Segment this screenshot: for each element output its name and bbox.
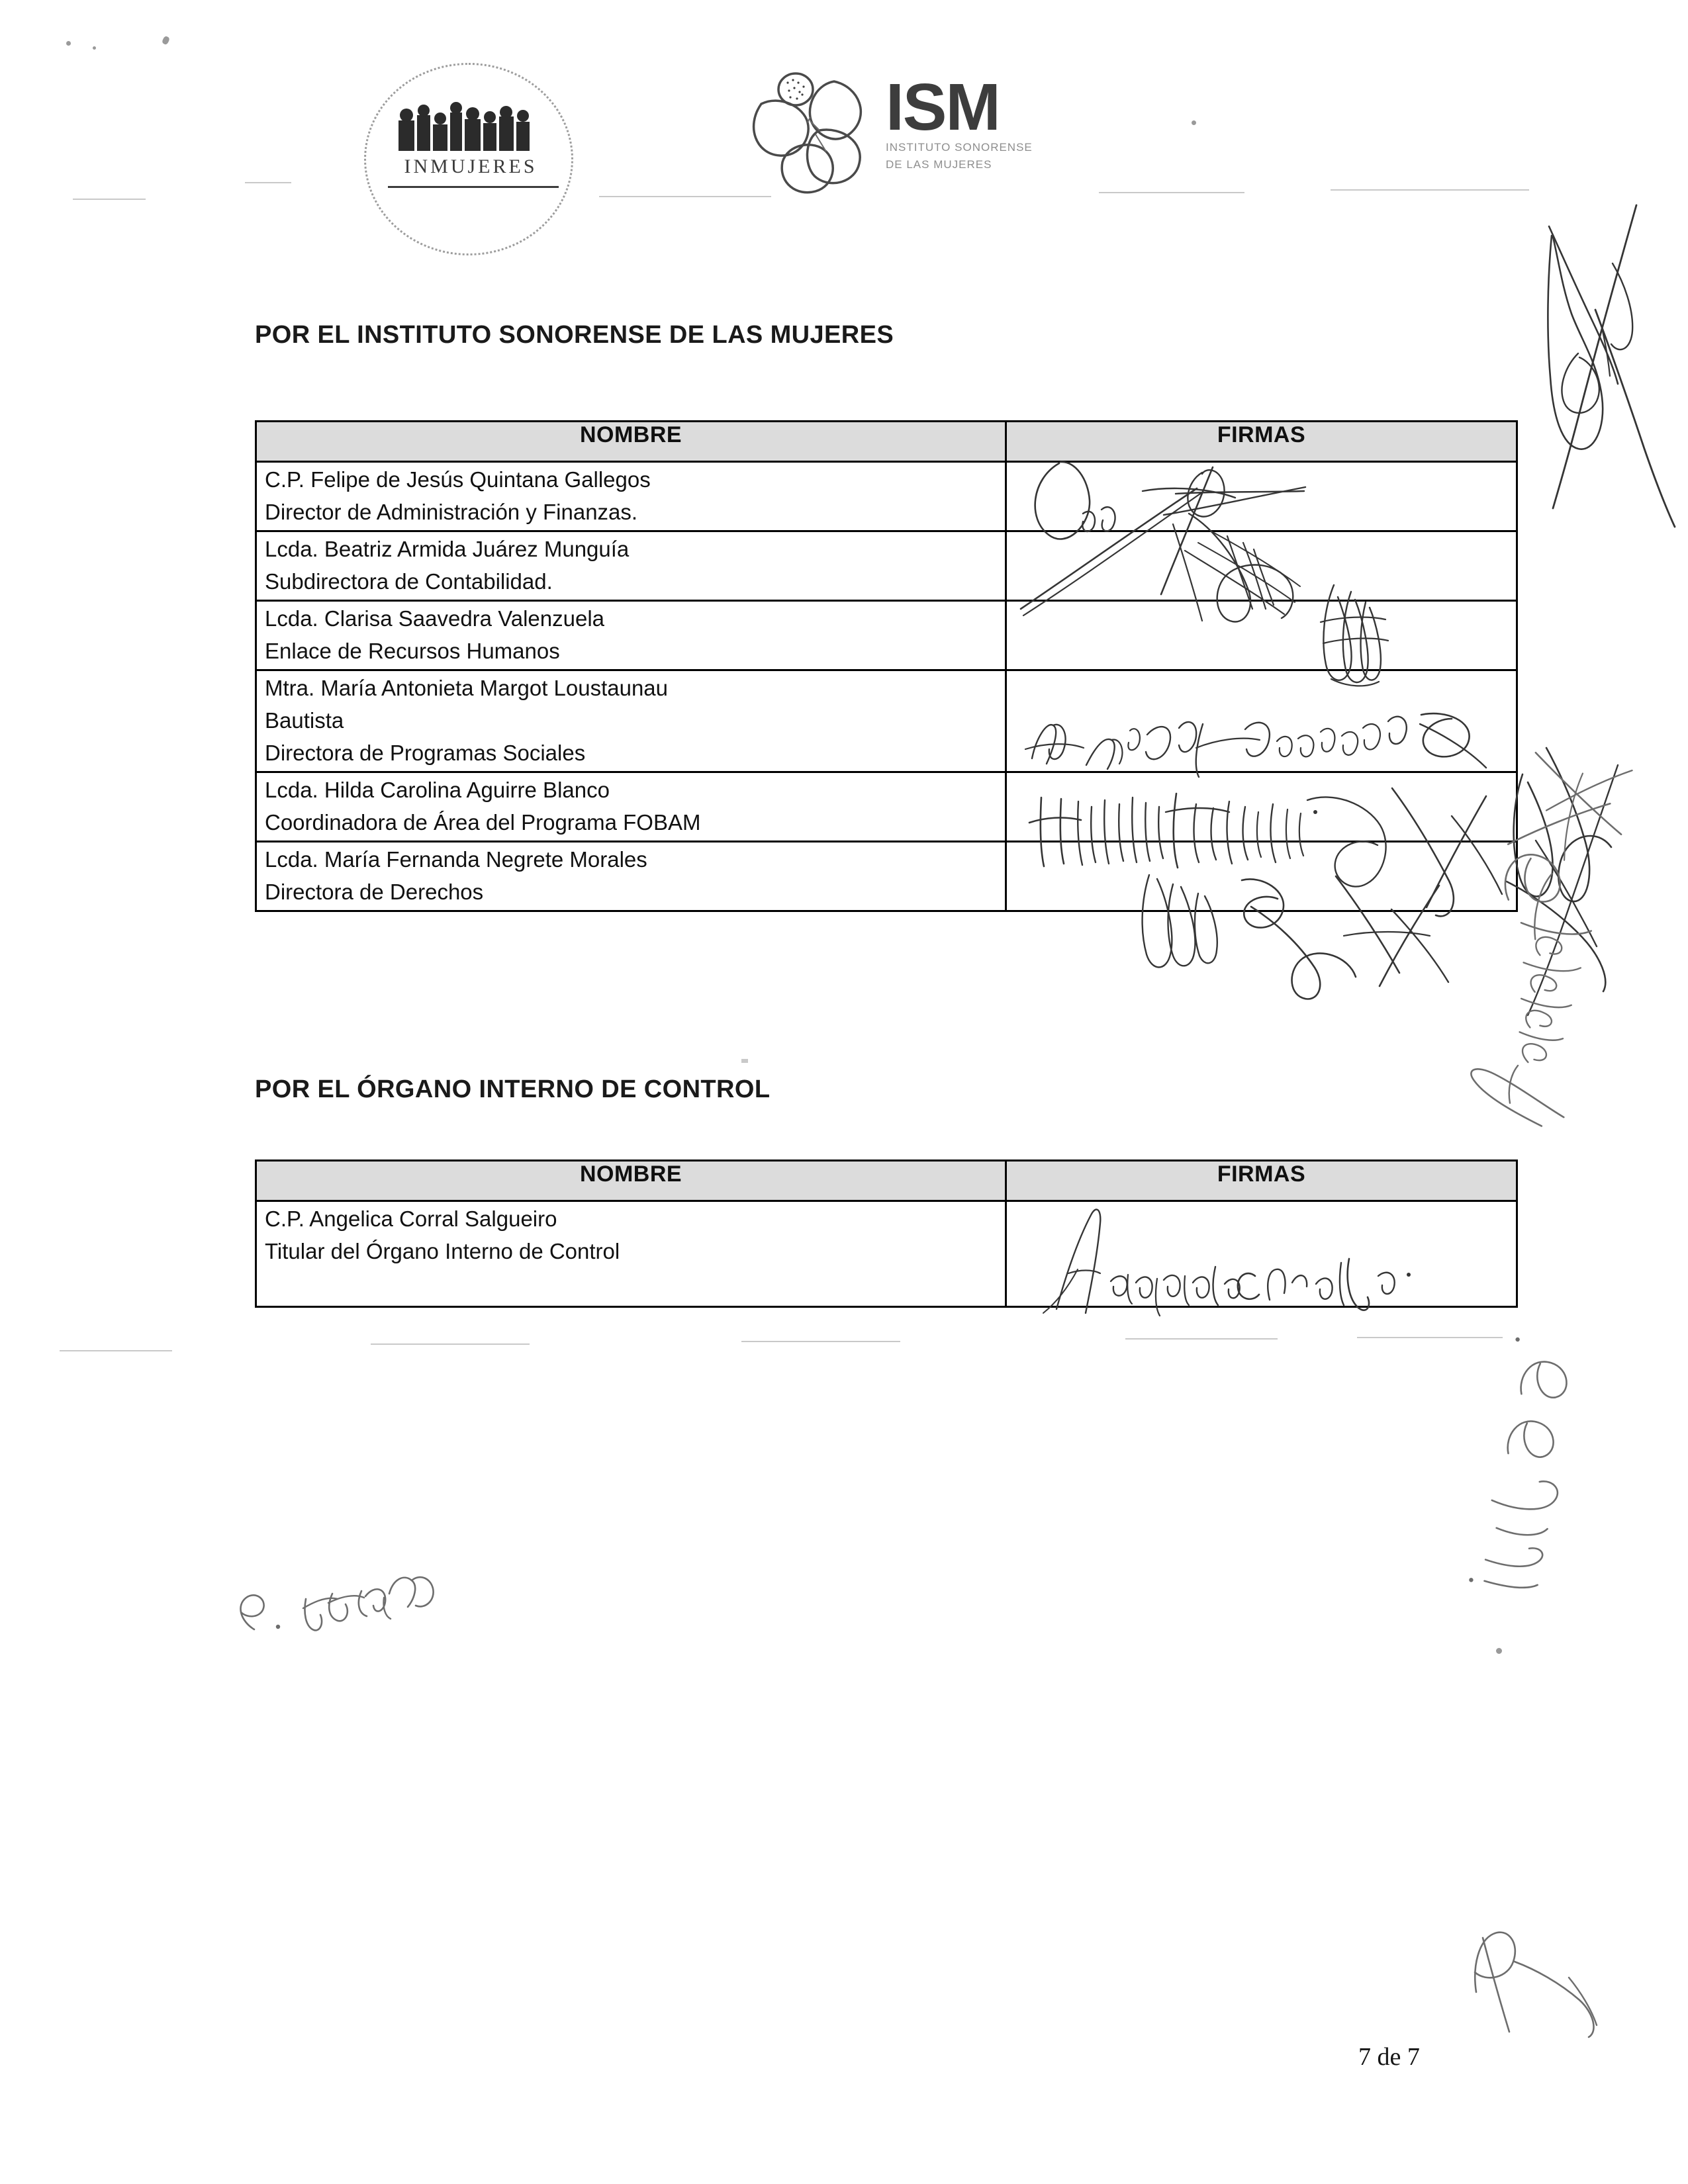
margin-ink-jimo-right: [1450, 1321, 1603, 1613]
flower-icon: [741, 69, 884, 195]
scan-artifact: [1496, 1648, 1502, 1654]
name-cell: [256, 462, 1006, 531]
section-heading-ism: POR EL INSTITUTO SONORENSE DE LAS MUJERES: [255, 321, 894, 349]
signatory-name: C.P. Angelica Corral Salgueiro: [265, 1206, 557, 1231]
column-header-nombre: NOMBRE: [256, 422, 1006, 462]
signature-cell[interactable]: [1006, 531, 1517, 601]
inmujeres-logo: [331, 63, 596, 255]
margin-note-serena: [218, 1516, 450, 1641]
table-row: [256, 670, 1517, 772]
signatory-title: Director de Administración y Finanzas.: [265, 500, 638, 524]
signature-cell[interactable]: [1006, 670, 1517, 772]
scan-artifact: [371, 1343, 530, 1345]
signature-cell[interactable]: [1006, 1201, 1517, 1307]
signatory-name: Lcda. Beatriz Armida Juárez Munguía: [265, 537, 630, 561]
signature-cell[interactable]: [1006, 772, 1517, 842]
scan-artifact: [66, 41, 71, 46]
signatory-title: Directora de Programas Sociales: [265, 741, 586, 765]
scan-artifact: [741, 1059, 748, 1063]
inmujeres-wordmark: INMUJERES: [404, 156, 538, 177]
signatory-name-cont: Bautista: [265, 708, 344, 733]
inmujeres-underline: [388, 186, 559, 188]
signatory-name: C.P. Felipe de Jesús Quintana Gallegos: [265, 467, 651, 492]
signatory-name: Mtra. María Antonieta Margot Loustaunau: [265, 676, 669, 700]
margin-ink-bottom-right: [1456, 1906, 1628, 2052]
signatory-name: Lcda. Hilda Carolina Aguirre Blanco: [265, 778, 610, 802]
signatory-name: Lcda. María Fernanda Negrete Morales: [265, 847, 647, 872]
signature-cell[interactable]: [1006, 842, 1517, 911]
table-header-row: [256, 1161, 1517, 1201]
column-header-nombre: NOMBRE: [256, 1161, 1006, 1201]
ism-logo: [741, 69, 1086, 202]
signatory-name: Lcda. Clarisa Saavedra Valenzuela: [265, 606, 605, 631]
ism-subtitle-line2: DE LAS MUJERES: [886, 158, 992, 171]
table-row: [256, 772, 1517, 842]
signatory-title: Subdirectora de Contabilidad.: [265, 569, 553, 594]
table-row: [256, 531, 1517, 601]
scan-artifact: [1099, 192, 1244, 193]
ism-acronym: ISM: [886, 70, 1000, 144]
signatory-title: Directora de Derechos: [265, 880, 484, 904]
signature-cell[interactable]: [1006, 462, 1517, 531]
name-cell: [256, 842, 1006, 911]
table-row: [256, 1201, 1517, 1307]
table-row: [256, 601, 1517, 670]
name-cell: [256, 601, 1006, 670]
signatory-title: Coordinadora de Área del Programa FOBAM: [265, 810, 701, 835]
scan-artifact: [741, 1341, 900, 1342]
name-cell: [256, 531, 1006, 601]
scan-artifact: [73, 199, 146, 200]
ism-subtitle-line1: INSTITUTO SONORENSE: [886, 141, 1033, 154]
table-header-row: [256, 422, 1517, 462]
section-heading-oic: POR EL ÓRGANO INTERNO DE CONTROL: [255, 1075, 771, 1103]
page-number: 7 de 7: [1358, 2043, 1420, 2071]
scan-artifact: [1192, 120, 1196, 125]
signature-table-oic: [255, 1160, 1518, 1308]
signatory-title: Titular del Órgano Interno de Control: [265, 1239, 620, 1263]
name-cell: [256, 670, 1006, 772]
scan-artifact: [60, 1350, 172, 1351]
scan-artifact: [1357, 1337, 1503, 1338]
column-header-firmas: FIRMAS: [1006, 1161, 1517, 1201]
signature-table-ism: [255, 420, 1518, 912]
name-cell: [256, 1201, 1006, 1307]
signatory-title: Enlace de Recursos Humanos: [265, 639, 560, 663]
scan-artifact: [245, 182, 291, 183]
ism-text-block: [886, 70, 1084, 173]
column-header-firmas: FIRMAS: [1006, 422, 1517, 462]
table-row: [256, 462, 1517, 531]
inmujeres-figures-icon: [395, 99, 540, 151]
name-cell: [256, 772, 1006, 842]
scan-artifact: [162, 36, 170, 46]
scan-artifact: [93, 46, 96, 50]
table-row: [256, 842, 1517, 911]
scan-artifact: [1331, 189, 1529, 191]
signature-cell[interactable]: [1006, 601, 1517, 670]
scan-artifact: [1125, 1338, 1278, 1340]
margin-ink-top-right: [1515, 199, 1680, 622]
